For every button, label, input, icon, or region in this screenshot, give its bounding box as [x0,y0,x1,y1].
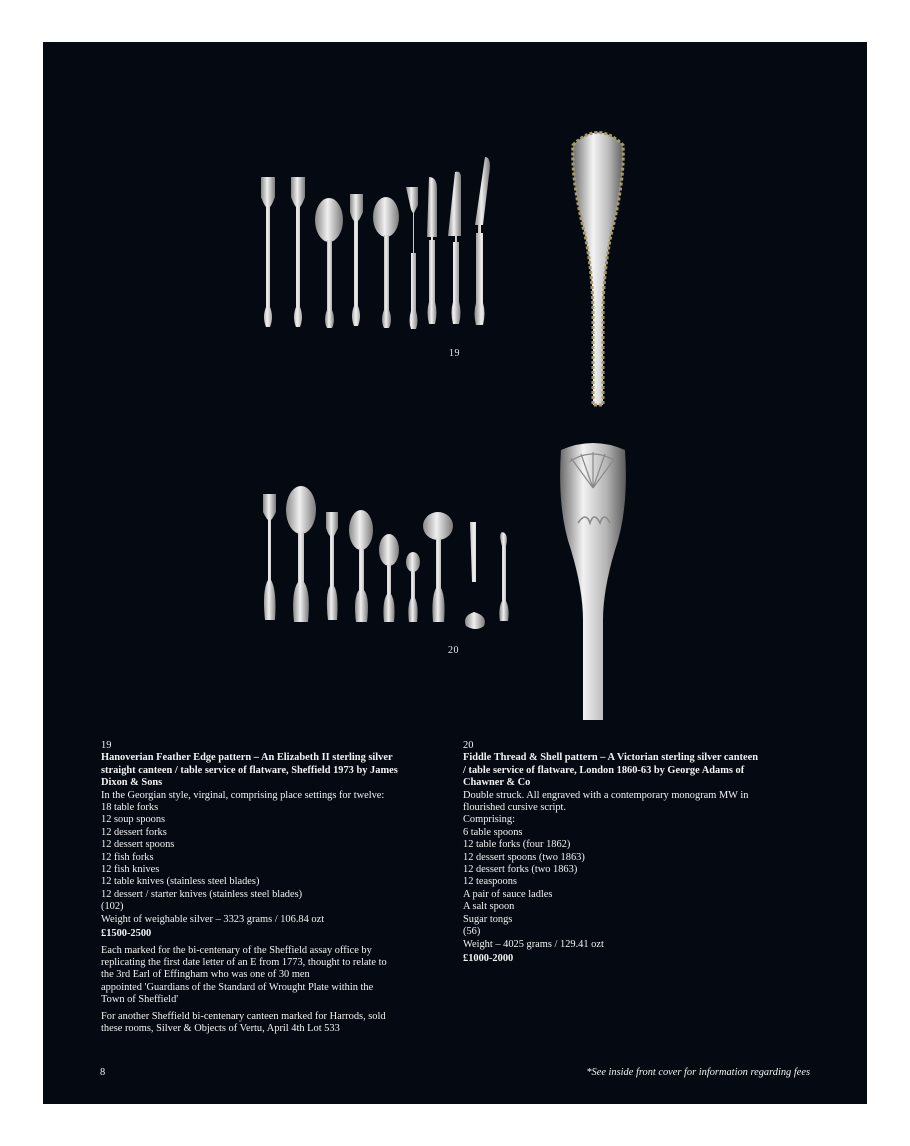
lot20-title-line: Fiddle Thread & Shell pattern – A Victorian sterling silver canteen [463,752,758,764]
lot20-description-column [463,740,815,969]
lot19-note-line: Each marked for the bi-centenary of the Sheffield assay office by [101,944,372,956]
lot20-description-line: flourished cursive script. [463,802,567,814]
lot20-description-line: 12 dessert spoons (two 1863) [463,851,585,863]
lot19-description-line: 12 dessert forks [101,826,167,838]
lot19-number: 19 [101,740,112,751]
feather-edge-spoon-detail-image [563,120,633,410]
lot19-note-line: replicating the first date letter of an E from 1773, thought to relate to [101,956,387,968]
lot19-description-line: Weight of weighable silver – 3323 grams / 106.84 ozt [101,913,325,925]
lot19-photo-caption: 19 [449,348,460,359]
lot20-description-line: 6 table spoons [463,826,523,838]
lot19-note-harrods [101,1011,453,1036]
lot19-note-line: For another Sheffield bi-centenary canteen marked for Harrods, sold [101,1010,386,1022]
fees-note: *See inside front cover for information regarding fees [586,1067,810,1078]
lot19-note-assay [101,945,453,1007]
lot20-description-line: 12 table forks (four 1862) [463,839,571,851]
lot19-note-line: the 3rd Earl of Effingham who was one of 30 men [101,969,310,981]
lot20-description-line: Weight – 4025 grams / 129.41 ozt [463,938,604,950]
lot19-note-line: appointed 'Guardians of the Standard of Wrought Plate within the [101,981,374,993]
lot20-description-line: 12 teaspoons [463,876,517,888]
lot20-number: 20 [463,740,474,751]
lot20-description-line: (56) [463,926,481,938]
lot20-description-line: Double struck. All engraved with a contemporary monogram MW in [463,789,749,801]
lot19-title-line: straight canteen / table service of flatware, Sheffield 1973 by James [101,764,398,776]
lot19-note-line: these rooms, Silver & Objects of Vertu, April 4th Lot 533 [101,1022,340,1034]
lot19-description-line: 12 dessert spoons [101,839,175,851]
lot19-description-line: 12 dessert / starter knives (stainless steel blades) [101,888,303,900]
lot19-description-line: 12 fish knives [101,864,160,876]
lot20-title-line: Chawner & Co [463,777,531,789]
lot19-description-line: In the Georgian style, virginal, comprising place settings for twelve: [101,789,385,801]
catalogue-page [43,42,867,1104]
lot20-description-line: 12 dessert forks (two 1863) [463,864,578,876]
lot19-description-line: 12 table knives (stainless steel blades) [101,876,260,888]
lot20-description-line: Sugar tongs [463,913,513,925]
lot20-estimate: £1000-2000 [463,952,514,964]
lot20-description-line: A pair of sauce ladles [463,888,553,900]
page-number: 8 [100,1067,106,1078]
lot19-description-line: 12 soup spoons [101,814,166,826]
lot19-estimate: £1500-2500 [101,928,152,940]
shell-spoon-monogram-detail-image [553,438,633,720]
lot19-note-line: Town of Sheffield' [101,994,179,1006]
lot20-photo-caption: 20 [448,645,459,656]
lot20-description-line: Comprising: [463,814,515,826]
lot20-description-line: A salt spoon [463,901,515,913]
lot20-title-line: / table service of flatware, London 1860-63 by George Adams of [463,764,745,776]
lot19-description-line: 18 table forks [101,802,159,814]
lot19-description-column [101,740,453,1039]
lot19-title-line: Hanoverian Feather Edge pattern – An Elizabeth II sterling silver [101,752,393,764]
flatware-set-hanoverian-image [243,142,513,342]
lot19-description-line: (102) [101,901,124,913]
lot19-description-line: 12 fish forks [101,851,154,863]
lot19-title-line: Dixon & Sons [101,777,163,789]
flatware-set-fiddle-thread-shell-image [248,482,523,632]
